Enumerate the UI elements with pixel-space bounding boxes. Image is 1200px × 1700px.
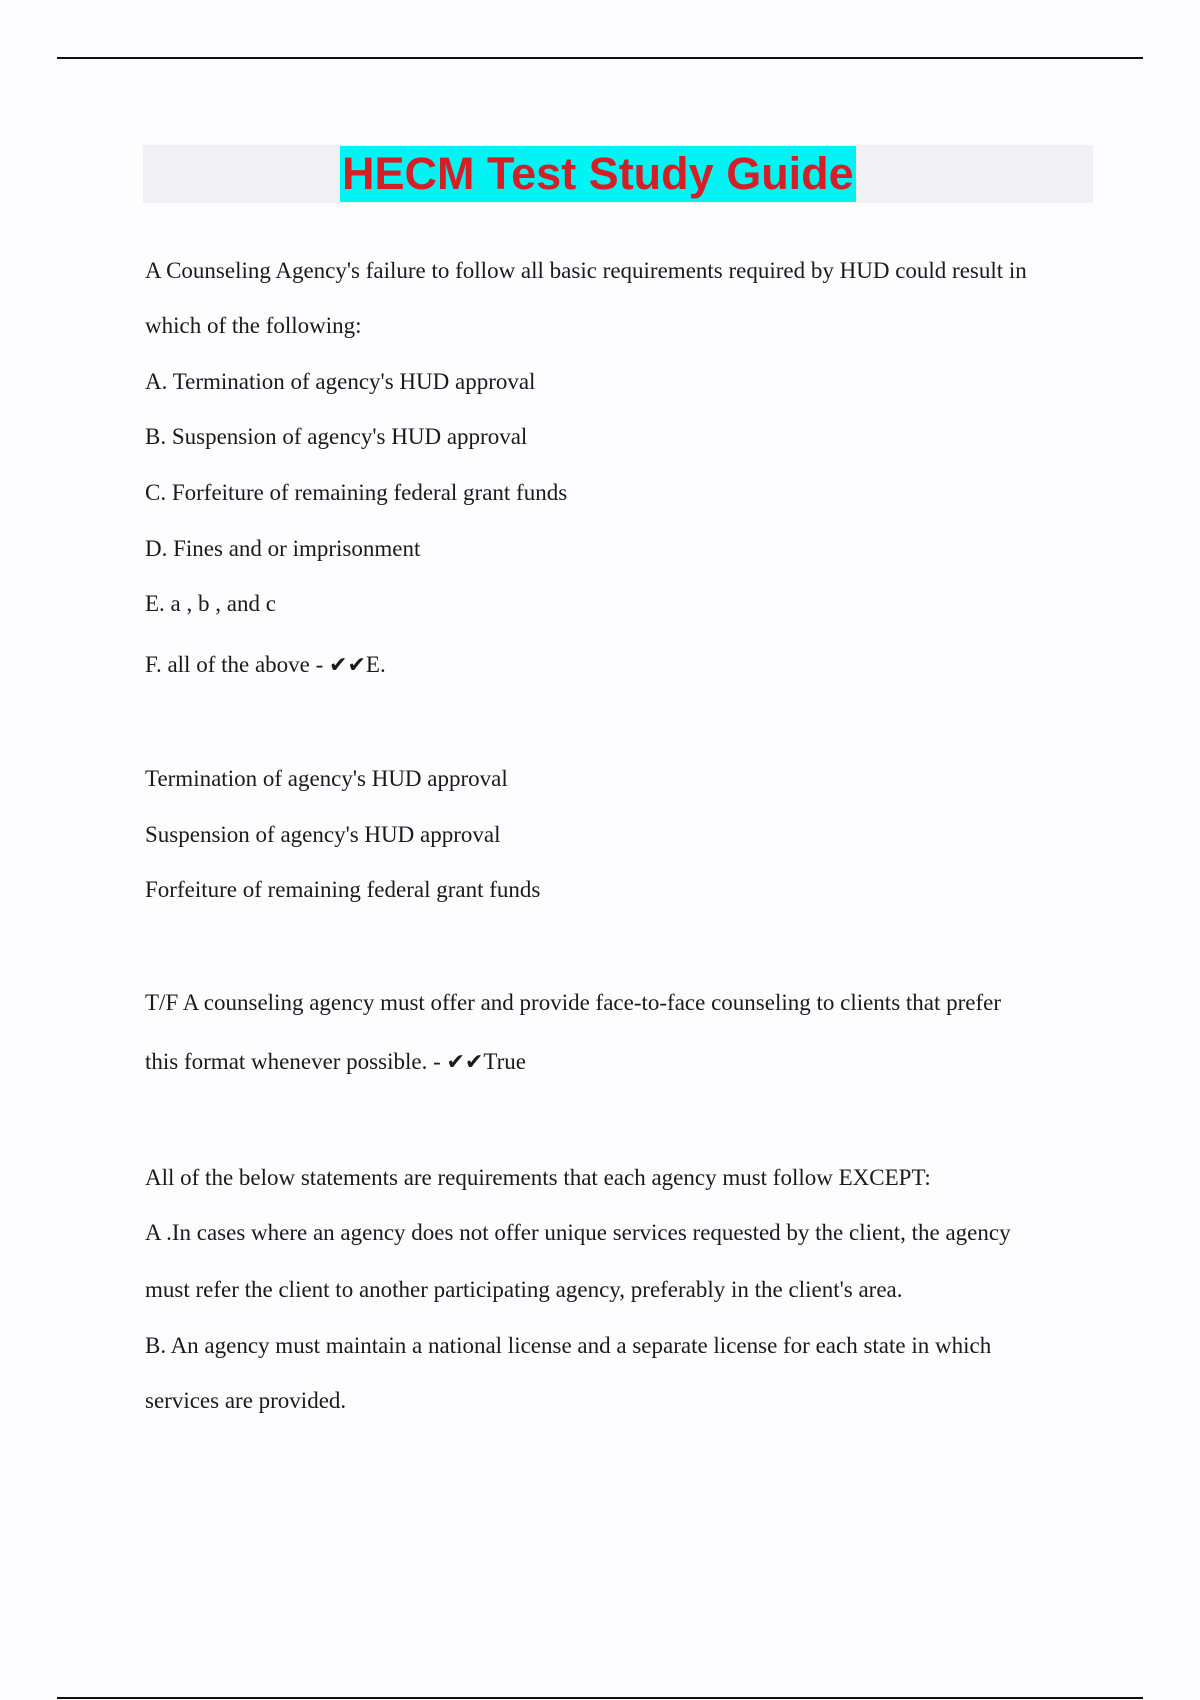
- q1-stem-line-1: A Counseling Agency's failure to follow all basic requirements required by HUD could result in: [145, 258, 1027, 283]
- q1-option-a: A. Termination of agency's HUD approval: [145, 369, 536, 394]
- q2-stem-line-1: T/F A counseling agency must offer and provide face-to-face counseling to clients that prefer: [145, 990, 1002, 1015]
- q3-option-b-line-2: services are provided.: [145, 1388, 347, 1413]
- q3-option-a-line-1: A .In cases where an agency does not offer unique services requested by the client, the agency: [145, 1220, 1011, 1245]
- q3-option-b-line-1: B. An agency must maintain a national license and a separate license for each state in which: [145, 1333, 992, 1358]
- q1-explanation-3: Forfeiture of remaining federal grant funds: [145, 877, 541, 902]
- double-check-icon: ✔✔: [329, 653, 366, 678]
- q1-answer: E.: [365, 652, 386, 677]
- q2-answer: True: [483, 1049, 526, 1074]
- q1-option-c: C. Forfeiture of remaining federal grant funds: [145, 480, 568, 505]
- q3-option-a-line-2: must refer the client to another participating agency, preferably in the client's area.: [145, 1277, 903, 1302]
- q1-explanation-2: Suspension of agency's HUD approval: [145, 822, 501, 847]
- q1-option-e: E. a , b , and c: [145, 591, 276, 616]
- bottom-rule: [57, 1697, 1143, 1699]
- double-check-icon: ✔✔: [446, 1050, 484, 1075]
- q2-stem-text: this format whenever possible. -: [145, 1049, 447, 1074]
- q1-option-d: D. Fines and or imprisonment: [145, 536, 421, 561]
- q1-option-f-text: F. all of the above -: [145, 652, 330, 677]
- q3-stem: All of the below statements are requirements that each agency must follow EXCEPT:: [145, 1165, 931, 1190]
- document-title: HECM Test Study Guide: [340, 146, 856, 202]
- top-rule: [57, 57, 1143, 59]
- q1-stem-line-2: which of the following:: [145, 313, 362, 338]
- q2-stem-line-2: [145, 1047, 526, 1078]
- q1-option-f: [145, 650, 386, 681]
- q1-explanation-1: Termination of agency's HUD approval: [145, 766, 508, 791]
- q1-option-b: B. Suspension of agency's HUD approval: [145, 424, 528, 449]
